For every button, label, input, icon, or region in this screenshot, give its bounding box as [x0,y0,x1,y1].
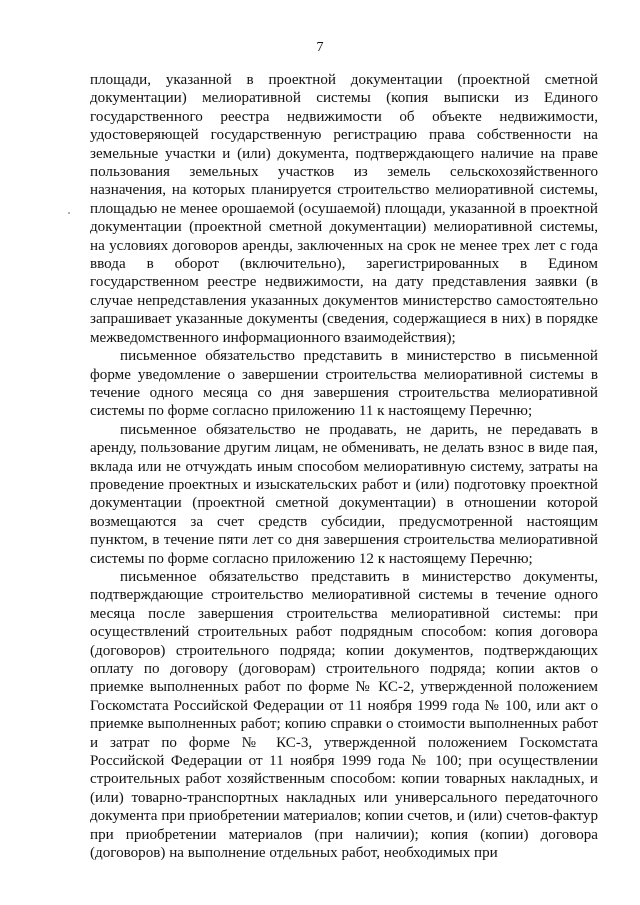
paragraph-no-alienation: письменное обязательство не продавать, не дарить, не передавать в аренду, пользование другим лицам, не обменивать, не делать взнос в виде пая, вклада или не отчуждать иным способом мелиоративную систему, затраты на проведение проектных и изыскательских работ и (или) подготовку проектной документации (проектной сметной документации) в отношении которой возмещаются за счет средств субсидии, предусмотренной настоящим пунктом, в течение пяти лет со дня завершения строительства мелиоративной системы по форме согласно приложению 12 к настоящему Перечню; [90,421,598,567]
paragraph-construction-documents: письменное обязательство представить в министерство документы, подтверждающие строительство мелиоративной системы в течение одного месяца после завершения строительства мелиоративной системы: при осуществлений строительных работ подрядным способом: копия договора (договоров) строительного подряда; копии документов, подтверждающих оплату по договору (договорам) строительного подряда; копии актов о приемке выполненных работ по форме № КС-2, утвержденной положением Госкомстата Российской Федерации от 11 ноября 1999 года № 100, или акт о приемке выполненных работ; копию справки о стоимости выполненных работ и затрат по форме № КС-3, утвержденной положением Госкомстата Российской Федерации от 11 ноября 1999 года № 100; при осуществлении строительных работ хозяйственным способом: копии товарных накладных, и (или) товарно-транспортных накладных или универсального передаточного документа при приобретении материалов; копии счетов, и (или) счетов-фактур при приобретении материалов (при наличии); копия (копии) договора (договоров) на выполнение отдельных работ, необходимых при [90,568,598,862]
scan-speck [68,212,70,214]
document-body [90,71,598,862]
page-number: 7 [316,40,324,55]
paragraph-completion-notice: письменное обязательство представить в министерство в письменной форме уведомление о завершении строительства мелиоративной системы в течение одного месяца со дня завершения строительства мелиоративной системы по форме согласно приложению 11 к настоящему Перечню; [90,348,598,420]
paragraph-land-documents: площади, указанной в проектной документации (проектной сметной документации) мелиоративной системы (копия выписки из Единого государственного реестра недвижимости об объекте недвижимости, удостоверяющей государственную регистрацию права собственности на земельные участки и (или) документа, подтверждающего наличие на праве пользования земельных участков из земель сельскохозяйственного назначения, на которых планируется строительство мелиоративной системы, площадью не менее орошаемой (осушаемой) площади, указанной в проектной документации (проектной сметной документации) мелиоративной системы, на условиях договоров аренды, заключенных на срок не менее трех лет с года ввода в оборот (включительно), зарегистрированных в Едином государственном реестре недвижимости, на дату представления заявки (в случае непредставления указанных документов министерство самостоятельно запрашивает указанные документы (сведения, содержащиеся в них) в порядке межведомственного информационного взаимодействия); [90,72,598,346]
